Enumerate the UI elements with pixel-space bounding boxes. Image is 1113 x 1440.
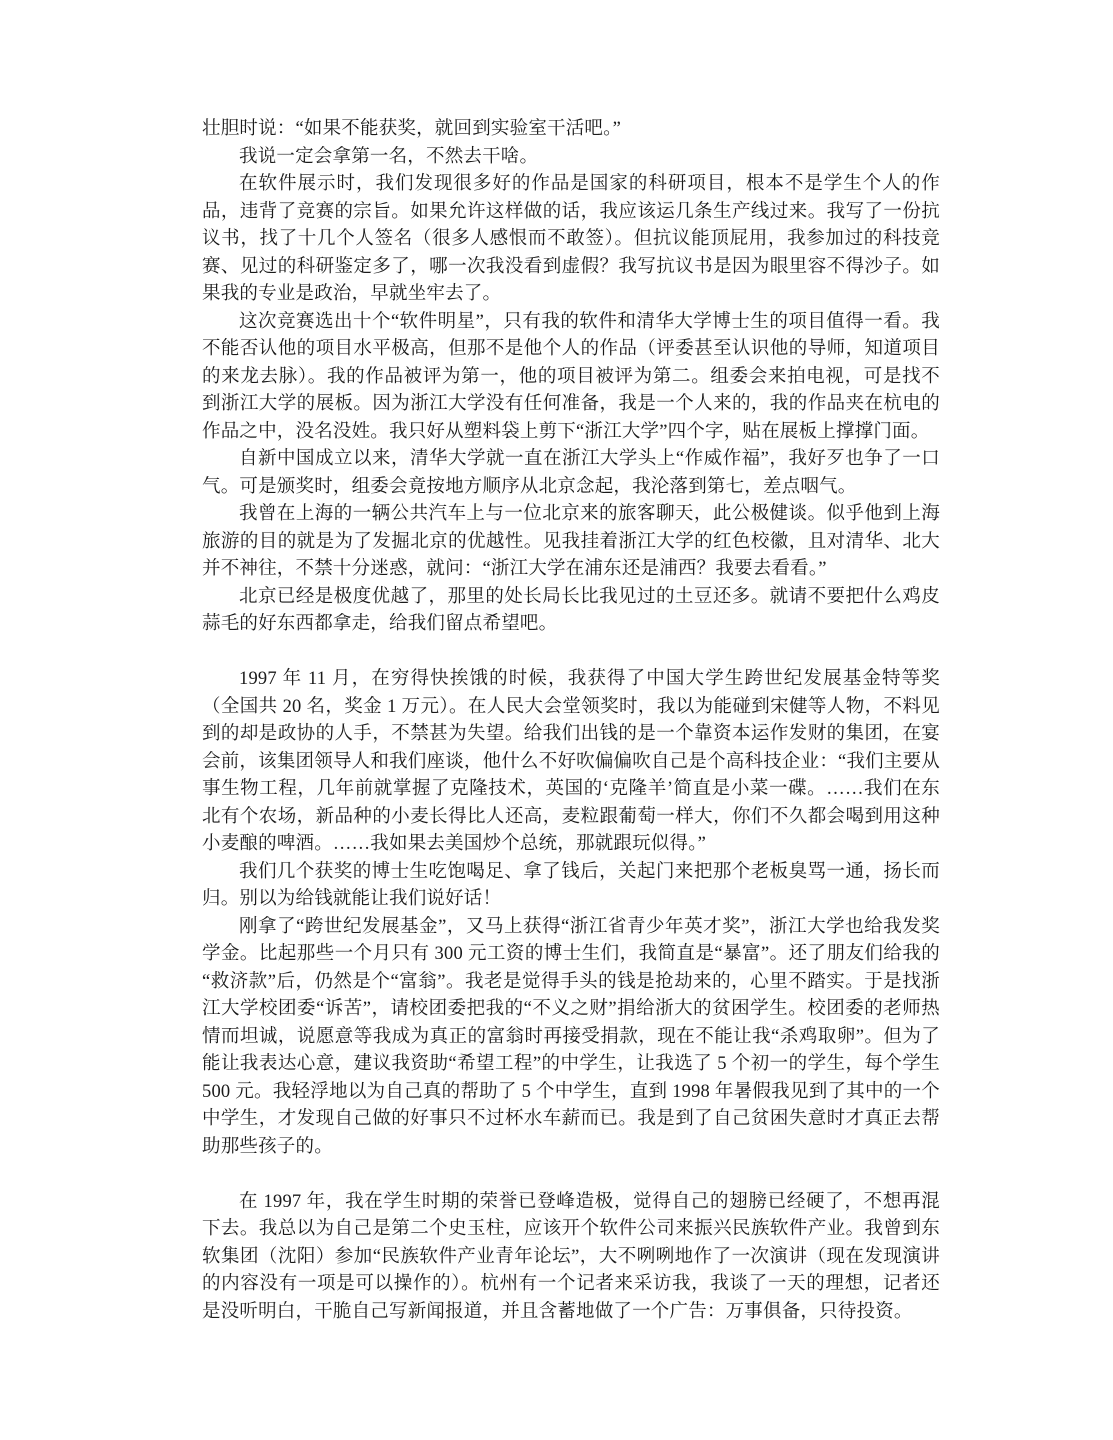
paragraph-8: 1997 年 11 月，在穷得快挨饿的时候，我获得了中国大学生跨世纪发展基金特等奖（全国共 20 名，奖金 1 万元）。在人民大会堂领奖时，我以为能碰到宋健等人物，不料见到的却是政协的人手，不禁甚为失望。给我们出钱的是一个靠资本运作发财的集团，在宴会前，该集团领导人和我们座谈，他什么不好吹偏偏吹自己是个高科技企业：“我们主要从事生物工程，几年前就掌握了克隆技术，英国的‘克隆羊’简直是小菜一碟。……我们在东北有个农场，新品种的小麦长得比人还高，麦粒跟葡萄一样大，你们不久都会喝到用这种小麦酿的啤酒。……我如果去美国炒个总统，那就跟玩似得。”: [202, 669, 940, 854]
paragraph-9: 我们几个获奖的博士生吃饱喝足、拿了钱后，关起门来把那个老板臭骂一通，扬长而归。别以为给钱就能让我们说好话！: [202, 861, 940, 909]
paragraph-5: 自新中国成立以来，清华大学就一直在浙江大学头上“作威作福”，我好歹也争了一口气。可是颁奖时，组委会竟按地方顺序从北京念起，我沦落到第七，差点咽气。: [202, 449, 940, 497]
paragraph-3: 在软件展示时，我们发现很多好的作品是国家的科研项目，根本不是学生个人的作品，违背了竞赛的宗旨。如果允许这样做的话，我应该运几条生产线过来。我写了一份抗议书，找了十几个人签名（很多人感恨而不敢签）。但抗议能顶屁用，我参加过的科技竞赛、见过的科研鉴定多了，哪一次我没看到虚假？我写抗议书是因为眼里容不得沙子。如果我的专业是政治，早就坐牢去了。: [202, 174, 940, 304]
paragraph-2: 我说一定会拿第一名，不然去干啥。: [239, 146, 539, 167]
paragraph-10: 刚拿了“跨世纪发展基金”，又马上获得“浙江省青少年英才奖”，浙江大学也给我发奖学金。比起那些一个月只有 300 元工资的博士生们，我简直是“暴富”。还了朋友们给我的“救济款”后，仍然是个“富翁”。我老是觉得手头的钱是抢劫来的，心里不踏实。于是找浙江大学校团委“诉苦”，请校团委把我的“不义之财”捐给浙大的贫困学生。校团委的老师热情而坦诚，说愿意等我成为真正的富翁时再接受捐款，现在不能让我“杀鸡取卵”。但为了能让我表达心意，建议我资助“希望工程”的中学生，让我选了 5 个初一的学生，每个学生 500 元。我轻浮地以为自己真的帮助了 5 个中学生，直到 1998 年暑假我见到了其中的一个中学生，才发现自己做的好事只不过杯水车薪而已。我是到了自己贫困失意时才真正去帮助那些孩子的。: [202, 916, 940, 1157]
paragraph-4: 这次竞赛选出十个“软件明星”，只有我的软件和清华大学博士生的项目值得一看。我不能否认他的项目水平极高，但那不是他个人的作品（评委甚至认识他的导师，知道项目的来龙去脉）。我的作品被评为第一，他的项目被评为第二。组委会来拍电视，可是找不到浙江大学的展板。因为浙江大学没有任何准备，我是一个人来的，我的作品夹在杭电的作品之中，没名没姓。我只好从塑料袋上剪下“浙江大学”四个字，贴在展板上撑撑门面。: [202, 311, 940, 442]
paragraph-1: 壮胆时说：“如果不能获奖，就回到实验室干活吧。”: [202, 119, 621, 139]
paragraph-6: 我曾在上海的一辆公共汽车上与一位北京来的旅客聊天，此公极健谈。似乎他到上海旅游的目的就是为了发掘北京的优越性。见我挂着浙江大学的红色校徽，且对清华、北大并不神往，不禁十分迷惑，就问：“浙江大学在浦东还是浦西？我要去看看。”: [202, 504, 940, 579]
paragraph-7: 北京已经是极度优越了，那里的处长局长比我见过的土豆还多。就请不要把什么鸡皮蒜毛的好东西都拿走，给我们留点希望吧。: [202, 586, 940, 634]
paragraph-11: 在 1997 年，我在学生时期的荣誉已登峰造极，觉得自己的翅膀已经硬了，不想再混下去。我总以为自己是第二个史玉柱，应该开个软件公司来振兴民族软件产业。我曾到东软集团（沈阳）参加“民族软件产业青年论坛”，大不咧咧地作了一次演讲（现在发现演讲的内容没有一项是可以操作的）。杭州有一个记者来采访我，我谈了一天的理想，记者还是没听明白，干脆自己写新闻报道，并且含蓄地做了一个广告：万事俱备，只待投资。: [202, 1191, 940, 1322]
text-block: [202, 116, 940, 1326]
